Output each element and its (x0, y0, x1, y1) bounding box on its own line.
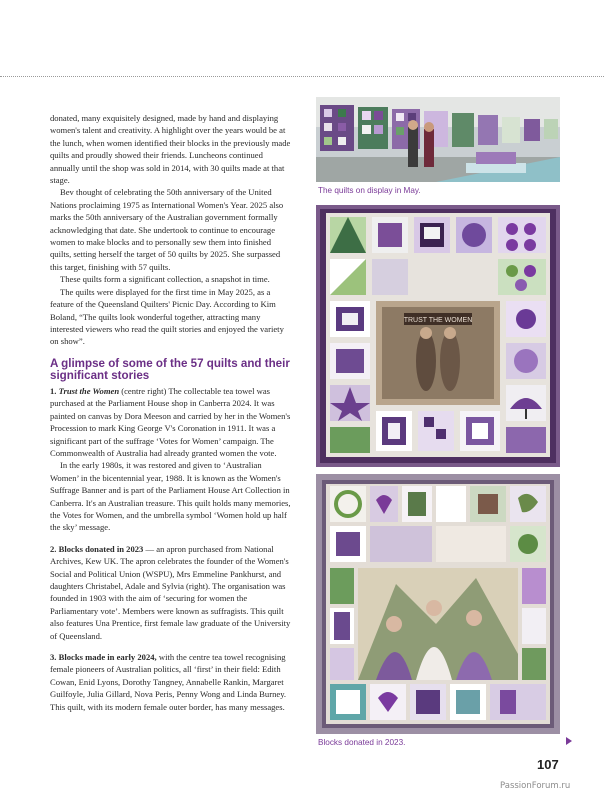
item-1-text: (centre right) The collectable tea towel was purchased at the Parliament House shop in Canberra 2024. It was painted on canvas by Dora Meeson and carried by her in the Women's Procession to mark King George V's Coronation in 1911. It was a significant part of the suffrage ‘Votes for Women’ campaign. The Commonwealth of Australia had already granted women the vote. (50, 385, 291, 458)
watermark: PassionForum.ru (500, 781, 571, 791)
quilts-display-photo (316, 97, 560, 182)
top-dotted-rule (0, 76, 604, 77)
blocks-2023-quilt-photo (316, 474, 560, 734)
collection-paragraph: These quilts form a significant collection, a snapshot in time. (60, 274, 270, 285)
section-heading: A glimpse of some of the 57 quilts and their significant stories (50, 356, 290, 383)
next-page-arrow-icon (566, 737, 572, 745)
item-1-paragraph-2: In the early 1980s, it was restored and given to ‘Australian Women’ in the bicentennial year, 1988. It is known as the Women's Suffrage Banner and is part of the Parliament House Art Collection in Canberra. It's an Australian treasure. This quilt holds many memories, the Votes for Women, and the umbrella symbol ‘Women hold up half the sky’ message. (50, 460, 291, 533)
item-3-title: 3. Blocks made in early 2024, (50, 652, 157, 663)
article-body (50, 112, 292, 713)
intro-paragraph: donated, many exquisitely designed, made by hand and displaying women's talent and creativity. A highlight over the years would be at the lunch, when women identified their blocks in the previously made quilts and proudly showed their friends. Luncheons continued annually until the shop was sold in 2014, with 30 quilts made at that stage. (50, 113, 291, 186)
item-2-title: 2. Blocks donated in 2023 (50, 543, 144, 554)
item-3-text: with the centre tea towel recognising female pioneers of Australian politics, all ‘first’ in their field: Edith Cowan, Enid Lyons, Dorothy Tangney, Annabelle Rankin, Margaret Guilfoyle, Julia Gillard, Nova Peris, Penny Wong and Linda Burney. This quilt, with its modern female outer border, has many messages. (50, 652, 287, 712)
item-1-number: 1. (50, 385, 57, 396)
item-2-paragraph (50, 543, 292, 642)
display-paragraph: The quilts were displayed for the first time in May 2025, as a feature of the Queensland Quilters' Picnic Day. According to Kim Boland, “The quilts look wonderful together, attracting many interested viewers who read the quilt stories and enjoyed the variety on show”. (50, 286, 284, 347)
banner-text: TRUST THE WOMEN (403, 317, 473, 324)
trust-the-women-quilt-photo (316, 205, 560, 467)
display-caption: The quilts on display in May. (318, 186, 421, 195)
page-number: 107 (537, 757, 559, 772)
item-3-paragraph (50, 651, 292, 713)
item-2-text: — an apron purchased from National Archives, Kew UK. The apron celebrates the founder of the Women's Social and Political Union (WSPU), Mrs Emmeline Pankhurst, and daughters Christabel, Adale and Sylvia (right). The organisation was founded in 1903 with the aim of ‘securing for women the Parliamentary vote’. Members were known as suffragists. This quilt also features Una Prentice, first female law graduate of the University of Queensland. (50, 543, 291, 641)
anniversary-paragraph: Bev thought of celebrating the 50th anniversary of the United Nations proclaiming 1975 as International Women's Year. 2025 also marks the 50th anniversary of the Australian government formally acknowledging that date. She undertook to continue to encourage women to make blocks and to personally sew them into finished quilts, setting herself the target of 50 quilts by 2025. She surpassed this target, finishing with 57 quilts. (50, 187, 284, 272)
item-1-paragraph (50, 385, 292, 459)
item-1-title: Trust the Women (58, 385, 120, 396)
blocks-2023-caption: Blocks donated in 2023. (318, 738, 406, 747)
